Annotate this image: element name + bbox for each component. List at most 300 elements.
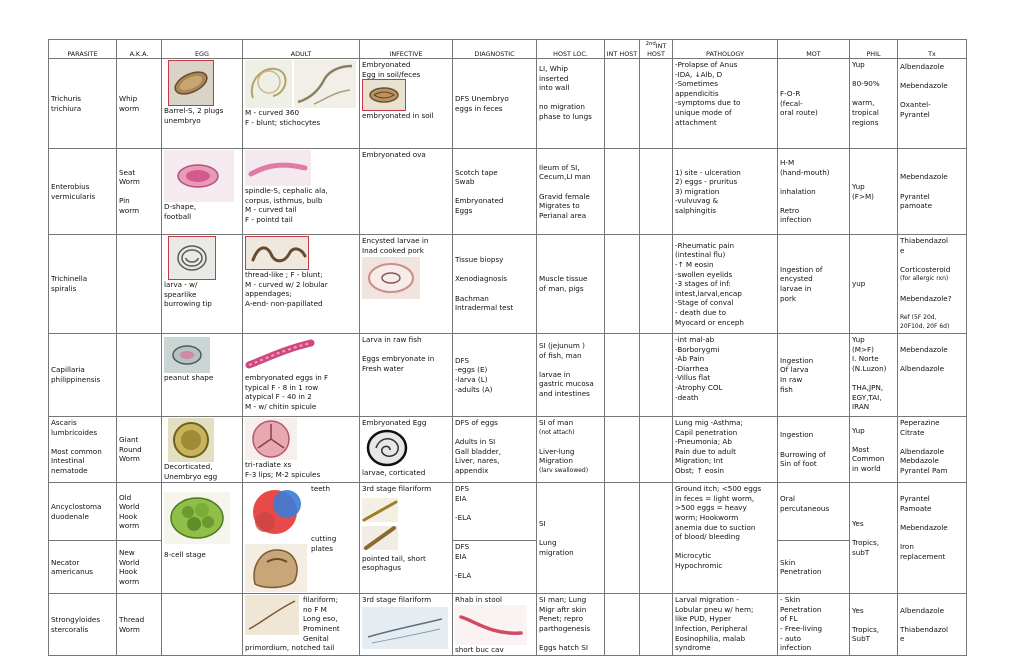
text-line: SI man; Lung	[539, 595, 587, 605]
text-line: -IDA, ↓Alb, D	[675, 69, 723, 79]
cell-text	[900, 418, 964, 476]
diagnostic-cell	[453, 334, 537, 417]
text-line: short buc cav	[455, 644, 504, 654]
text-line: SI	[539, 519, 546, 528]
aka-cell	[117, 483, 162, 541]
text-line: Larva in raw fish	[362, 335, 422, 344]
host-loc-cell	[537, 59, 605, 149]
cell-text	[362, 150, 450, 160]
text-line: DFS	[455, 355, 470, 365]
cell-text	[780, 484, 847, 513]
text-line: larvae in	[780, 284, 812, 293]
text-line: -Sometimes	[675, 79, 718, 89]
text-line: in feces = light worm,	[675, 493, 755, 503]
text-line: Infection, Peripheral	[675, 623, 748, 633]
diagnostic-cell	[453, 59, 537, 149]
mot-cell	[778, 149, 850, 235]
cell-text	[539, 418, 602, 476]
infective-cell	[360, 149, 453, 235]
text-line: Eggs hatch SI	[539, 643, 588, 653]
cell-text	[119, 493, 159, 531]
text-line: larvae in	[539, 369, 571, 379]
cell-text	[900, 236, 964, 332]
text-line	[539, 437, 602, 447]
text-line	[900, 182, 964, 192]
cell-text	[455, 168, 534, 216]
text-line: worm	[119, 576, 140, 586]
cell-text	[362, 468, 450, 478]
text-line: Hook	[119, 511, 138, 521]
cell-text	[675, 60, 775, 127]
text-line: IRAN	[852, 402, 870, 412]
text-line: Citrate	[900, 427, 925, 437]
text-line: Giant	[119, 435, 139, 445]
text-line: Decorticated,	[164, 462, 213, 471]
text-line: I. Norte	[852, 354, 879, 364]
trichuris-infective-image	[362, 79, 406, 111]
pathology-cell	[673, 235, 778, 334]
tx-cell	[898, 59, 967, 149]
text-line: Penetration	[780, 604, 822, 614]
text-line	[900, 255, 964, 265]
text-line: spindle-S, cephalic ala,	[245, 186, 328, 195]
header-int-host: INT HOST	[605, 40, 640, 59]
text-line: Albendazole	[900, 446, 945, 456]
table-row-strongyloides	[49, 594, 967, 656]
egg-cell	[162, 149, 243, 235]
text-line: pork	[780, 293, 797, 303]
tx-cell	[898, 149, 967, 235]
text-line: worm	[119, 205, 140, 215]
text-line: Seat	[119, 167, 136, 177]
cell-text	[119, 168, 159, 216]
text-line: Capillaria	[51, 365, 85, 375]
text-line: Liver-lung	[539, 446, 575, 456]
cell-text	[852, 60, 895, 127]
text-line: intest,larval,encap	[675, 288, 742, 298]
text-line: pamoate	[900, 201, 933, 211]
text-line	[900, 91, 964, 101]
text-line: >500 eggs = heavy	[675, 503, 747, 513]
cell-text	[900, 335, 964, 374]
text-line: Of larva	[780, 365, 809, 375]
text-line: Trichinella	[51, 274, 88, 284]
text-line: infection	[780, 215, 812, 225]
aka-cell	[117, 334, 162, 417]
text-line: New	[119, 548, 135, 558]
text-line: -eggs (E)	[455, 365, 488, 375]
cell-text	[455, 484, 534, 522]
cell-text	[539, 335, 602, 399]
text-line	[900, 284, 964, 294]
phil-cell	[850, 417, 898, 483]
parasite-cell	[49, 417, 117, 483]
text-line: Mebendazole	[900, 81, 948, 91]
diagnostic-cell	[453, 235, 537, 334]
text-line: Unembryo egg	[164, 471, 218, 481]
cell-text	[119, 615, 159, 634]
text-line: appendix	[455, 465, 489, 475]
phil-cell	[850, 59, 898, 149]
text-line: -vulvuvag &	[675, 196, 719, 206]
text-line: football	[164, 211, 192, 221]
cell-text	[455, 418, 534, 476]
cutting-label: cutting	[311, 534, 337, 544]
cell-text	[119, 548, 159, 586]
text-line: Muscle tissue	[539, 274, 588, 284]
text-line: -Borborygmi	[675, 344, 720, 354]
text-line: Common	[852, 454, 885, 464]
parasite-cell	[49, 541, 117, 594]
text-line: -Rheumatic pain	[675, 240, 735, 250]
text-line: -Villus flat	[675, 373, 711, 383]
cell-text	[119, 435, 159, 464]
text-line: World	[119, 557, 140, 567]
text-line: Tropics,	[852, 538, 880, 548]
text-line: Enterobius	[51, 181, 90, 191]
header-row	[49, 40, 967, 59]
cell-text	[303, 595, 340, 643]
table-row-trichinella	[49, 235, 967, 334]
text-line: SI of man	[539, 418, 574, 427]
tx-cell	[898, 594, 967, 656]
second-int-host-cell	[640, 235, 673, 334]
text-line: -Ab Pain	[675, 354, 705, 364]
cell-text	[164, 202, 240, 221]
text-line: Most common	[51, 446, 102, 456]
cell-text	[362, 236, 450, 255]
text-line: A-end- non-papillated	[245, 298, 323, 308]
header-mot: MOT	[778, 40, 850, 59]
text-line: Most	[852, 444, 870, 454]
text-line: peanut shape	[164, 373, 214, 382]
text-line: Mebdazole	[900, 456, 939, 466]
text-line	[539, 360, 602, 370]
tx-cell	[898, 483, 967, 594]
text-line: Peperazine	[900, 418, 940, 427]
header-diagnostic: DIAGNOSTIC	[453, 40, 537, 59]
parasite-cell	[49, 149, 117, 235]
text-line: Hook	[119, 567, 138, 577]
text-line: (N.Luzon)	[852, 363, 887, 373]
text-line: (hand-mouth)	[780, 167, 830, 177]
text-line: vermicularis	[51, 191, 96, 201]
parasite-cell	[49, 235, 117, 334]
egg-cell	[162, 594, 243, 656]
cell-text	[51, 274, 114, 293]
text-line: corpus, isthmus, bulb	[245, 195, 323, 205]
infective-cell	[360, 59, 453, 149]
text-line	[852, 615, 895, 625]
text-line: Oral	[780, 494, 796, 504]
cell-text	[455, 595, 534, 605]
infective-cell	[360, 594, 453, 656]
text-line: EIA	[455, 493, 467, 503]
text-line: thread-like ; F - blunt;	[245, 270, 323, 279]
cell-text	[675, 168, 775, 216]
header-second-sup: 2nd	[645, 40, 656, 47]
cell-text	[852, 279, 895, 289]
parasite-cell	[49, 334, 117, 417]
tx-cell	[898, 235, 967, 334]
hookworm-filariform-image-2	[362, 526, 398, 550]
text-line: - auto	[780, 633, 802, 643]
host-loc-cell	[537, 417, 605, 483]
text-line: trichiura	[51, 103, 82, 113]
text-line: Hypochromic	[675, 560, 723, 570]
text-line: Ileum of SI,	[539, 162, 580, 172]
cell-text	[780, 595, 847, 653]
text-line: World	[119, 502, 140, 512]
cell-text	[164, 373, 240, 383]
text-line	[900, 437, 964, 447]
text-line: migration	[539, 547, 574, 557]
cell-text	[51, 94, 114, 113]
text-line: Egg in soil/feces	[362, 69, 421, 79]
text-line: appendicitis	[675, 88, 719, 98]
text-line: DFS	[455, 484, 470, 494]
hookworm-cutting-plates-image	[245, 544, 307, 592]
strongyloides-rhab-image	[455, 605, 527, 645]
text-line: -ELA	[455, 571, 472, 581]
parasitology-table-document	[48, 39, 966, 654]
text-line: eggs in feces	[455, 103, 503, 113]
cell-text	[245, 270, 357, 308]
text-line: Mebendazole	[900, 345, 948, 354]
text-line: Eosinophilia, malab	[675, 633, 746, 643]
header-infective: INFECTIVE	[360, 40, 453, 59]
text-line: Adults in SI	[455, 437, 496, 447]
text-line: worm	[119, 521, 140, 531]
text-line: Obst; ↑ eosin	[675, 465, 724, 475]
header-adult: ADULT	[243, 40, 360, 59]
text-line	[852, 89, 895, 99]
text-line: no F M	[303, 604, 327, 614]
pathology-cell	[673, 149, 778, 235]
cell-text	[675, 335, 775, 402]
text-line: F-3 lips; M-2 spicules	[245, 469, 321, 479]
int-host-cell	[605, 483, 640, 594]
cell-text	[51, 365, 114, 384]
text-line: stercoralis	[51, 624, 89, 634]
cell-text	[362, 554, 450, 573]
cell-text	[780, 356, 847, 394]
text-line: Yes	[852, 605, 864, 615]
cell-text	[780, 265, 847, 303]
text-line: larva - w/	[164, 280, 198, 289]
text-line: Penet; repro	[539, 614, 583, 624]
text-line: Encysted larvae in	[362, 236, 429, 245]
text-line: infection	[780, 643, 812, 653]
text-line: of fish, man	[539, 350, 582, 360]
text-line: - death due to	[675, 307, 726, 317]
cell-text	[164, 106, 240, 125]
aka-cell	[117, 417, 162, 483]
text-line: Albendazole	[900, 605, 945, 615]
text-line: Migr aftr skin	[539, 604, 587, 614]
text-line: Yup	[852, 335, 865, 344]
text-line	[900, 72, 964, 82]
cell-text	[119, 94, 159, 113]
text-line: Whip	[119, 93, 138, 103]
header-aka: A.K.A.	[117, 40, 162, 59]
text-line	[900, 615, 964, 625]
text-line: Ground itch; <500 eggs	[675, 484, 762, 494]
pathology-cell	[673, 417, 778, 483]
hookworm-egg-image	[164, 492, 230, 544]
text-line	[362, 345, 450, 355]
text-line: Tropics,	[852, 624, 880, 634]
text-line: Sin of foot	[780, 459, 817, 469]
text-line: Pin	[119, 196, 130, 206]
cell-text	[51, 615, 114, 634]
cell-text	[900, 606, 964, 644]
tx-cell	[898, 417, 967, 483]
second-int-host-cell	[640, 483, 673, 594]
adult-cell	[243, 149, 360, 235]
aka-cell	[117, 59, 162, 149]
egg-cell	[162, 235, 243, 334]
host-loc-cell	[537, 149, 605, 235]
text-line: Xenodiagnosis	[455, 274, 507, 284]
text-line: Barrel-S, 2 plugs	[164, 106, 224, 115]
cell-text	[455, 94, 534, 113]
text-line: Eggs embryonate in	[362, 354, 435, 364]
cell-text	[852, 519, 895, 557]
header-second-int-host-label: INT HOST	[647, 42, 667, 58]
enterobius-adult-image	[245, 150, 311, 186]
mot-cell	[778, 334, 850, 417]
text-line: THA,JPN,	[852, 382, 884, 392]
cell-text	[455, 356, 534, 394]
text-line	[455, 562, 534, 572]
cell-text	[51, 502, 114, 521]
cell-text	[780, 158, 847, 225]
text-line: -Diarrhea	[675, 363, 709, 373]
text-line: Larval migration -	[675, 595, 739, 605]
text-line: -adults (A)	[455, 384, 493, 394]
diagnostic-cell	[453, 149, 537, 235]
nematode-reference-table	[48, 39, 967, 656]
int-host-cell	[605, 334, 640, 417]
cell-text	[164, 280, 240, 309]
text-line: esophagus	[362, 563, 401, 573]
second-int-host-cell	[640, 334, 673, 417]
text-line	[455, 187, 534, 197]
text-line: Yup	[852, 181, 865, 191]
diagnostic-cell	[453, 541, 537, 594]
strongyloides-adult-last: primordium, notched tail	[245, 643, 335, 653]
cell-text	[852, 335, 895, 412]
text-line: Pamoate	[900, 503, 932, 513]
text-line: -swollen eyelids	[675, 269, 733, 279]
text-line: percutaneous	[780, 503, 830, 513]
text-line: Worm	[119, 624, 140, 634]
text-line: Swab	[455, 177, 475, 187]
text-line: Yes	[852, 519, 864, 528]
text-line: appendages;	[245, 289, 292, 299]
adult-cell	[243, 334, 360, 417]
text-line: e	[900, 245, 905, 255]
text-line: Migration	[539, 456, 573, 466]
text-line: Ascaris	[51, 418, 77, 427]
text-line: F - pointd tail	[245, 214, 293, 224]
text-line: (M>F)	[852, 344, 874, 354]
adult-cell	[243, 483, 360, 594]
host-loc-cell	[537, 483, 605, 594]
text-line: Mebendazole	[900, 172, 948, 182]
infective-cell	[360, 334, 453, 417]
text-line: Iron	[900, 542, 914, 552]
text-line: -Atrophy COL	[675, 382, 723, 392]
hookworm-filariform-image-1	[362, 498, 398, 522]
text-line: -↑ M eosin	[675, 260, 714, 270]
text-line: inhalation	[780, 186, 816, 196]
text-line	[852, 529, 895, 539]
enterobius-egg-image	[164, 150, 234, 202]
strongyloides-infective-label: 3rd stage filariform	[362, 595, 432, 605]
text-line: Skin	[780, 557, 796, 567]
text-line: F - blunt; stichocytes	[245, 117, 321, 127]
text-line: regions	[852, 117, 879, 127]
text-line: Bachman	[455, 293, 489, 303]
aka-cell	[117, 594, 162, 656]
text-line: syndrome	[675, 643, 711, 653]
text-line: -symptoms due to	[675, 98, 741, 108]
text-line	[852, 435, 895, 445]
cell-text	[245, 186, 357, 224]
text-line: DFS Unembryo	[455, 93, 509, 103]
int-host-cell	[605, 594, 640, 656]
text-line: - Skin	[780, 595, 801, 605]
int-host-cell	[605, 235, 640, 334]
phil-cell	[850, 483, 898, 594]
text-line: DFS of eggs	[455, 418, 498, 427]
text-line: fish	[780, 384, 793, 394]
trichinella-adult-image	[245, 236, 309, 270]
text-line: of FL	[780, 614, 798, 624]
text-line: atypical F - 40 in 2	[245, 392, 312, 402]
text-line: Thread	[119, 615, 145, 625]
diagnostic-cell	[453, 594, 537, 656]
text-line: Intestinal	[51, 456, 85, 466]
trichinella-cyst-image	[362, 257, 420, 299]
ascaris-egg-image	[168, 418, 214, 462]
table-row-trichuris	[49, 59, 967, 149]
int-host-cell	[605, 149, 640, 235]
text-line: Lung mig -Asthma;	[675, 418, 743, 427]
text-line: M - curved tail	[245, 205, 297, 215]
text-line: salphingitis	[675, 205, 716, 215]
text-line: -Prolapse of Anus	[675, 60, 738, 69]
text-line: Thiabendazol	[900, 236, 949, 245]
text-line	[539, 634, 602, 644]
text-line: americanus	[51, 567, 93, 577]
text-line: inserted	[539, 73, 569, 83]
text-line	[780, 440, 847, 450]
text-line: spiralis	[51, 284, 77, 293]
text-line: Embryonated Egg	[362, 418, 427, 427]
pathology-cell	[673, 59, 778, 149]
cell-text	[51, 558, 114, 577]
text-line: tropical	[852, 107, 879, 117]
text-line: LI, Whip	[539, 64, 568, 73]
ascaris-infective-image	[362, 428, 412, 468]
text-line: Fresh water	[362, 363, 404, 373]
cell-text	[455, 542, 534, 580]
phil-cell	[850, 334, 898, 417]
text-line: and intestines	[539, 388, 590, 398]
